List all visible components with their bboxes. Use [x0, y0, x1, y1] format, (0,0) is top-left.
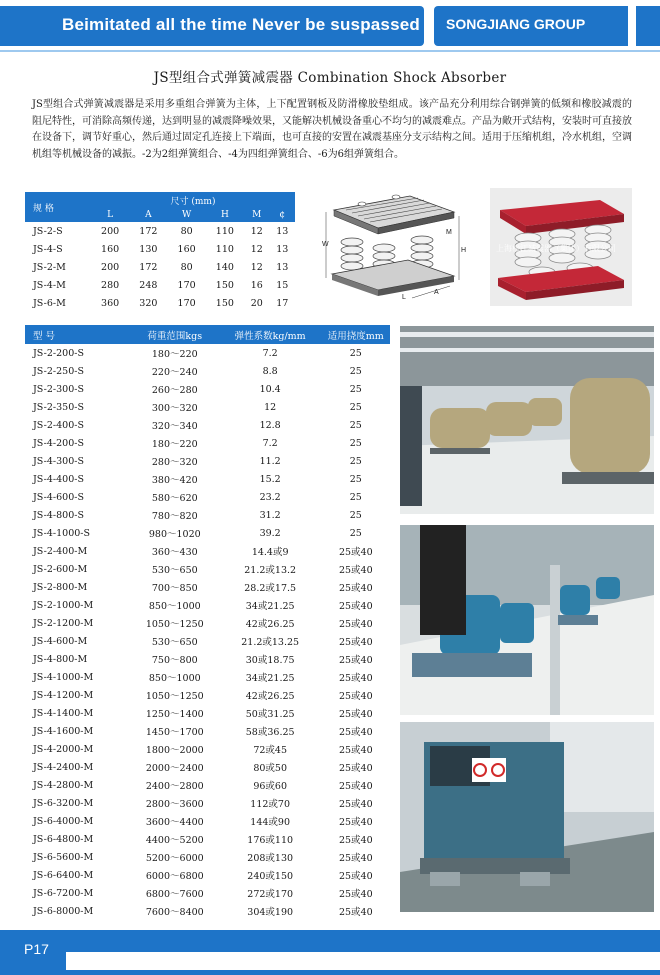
- load-range-cell: 1050～1250: [145, 619, 204, 630]
- table-row: [25, 240, 295, 258]
- deflection-cell: 25或40: [338, 601, 373, 612]
- load-range-cell: 530～650: [151, 637, 198, 648]
- load-range-cell: 1450～1700: [145, 727, 204, 738]
- model-cell: JS-6-8000-M: [33, 905, 94, 917]
- stiffness-cell: 21.2或13.2: [244, 565, 297, 576]
- dimension-cell: 17: [276, 297, 289, 309]
- deflection-cell: 25: [349, 419, 362, 431]
- deflection-cell: 25或40: [338, 583, 373, 594]
- dimension-cell: 160: [101, 243, 120, 255]
- load-range-cell: 2800～3600: [145, 799, 204, 810]
- stiffness-cell: 14.4或9: [251, 547, 289, 558]
- load-table-header-model: 型 号: [33, 330, 56, 342]
- dimension-cell: 160: [177, 243, 196, 255]
- load-range-cell: 300～320: [151, 403, 198, 414]
- dimension-cell: 16: [250, 279, 263, 291]
- stiffness-cell: 208或130: [247, 853, 294, 864]
- deflection-cell: 25: [349, 437, 362, 449]
- installation-photo-chiller-room: [400, 326, 654, 514]
- stiffness-cell: 11.2: [259, 455, 281, 467]
- stiffness-cell: 12.8: [259, 419, 281, 431]
- table-row: [25, 758, 390, 776]
- table-row: [25, 848, 390, 866]
- model-cell: JS-2-600-M: [33, 563, 88, 575]
- table-row: [25, 560, 390, 578]
- stiffness-cell: 23.2: [259, 491, 281, 503]
- dim-label-h: H: [461, 247, 467, 254]
- load-range-cell: 580～620: [151, 493, 198, 504]
- dim-label-l: L: [402, 294, 406, 300]
- dimension-cell: 280: [101, 279, 120, 291]
- table-row: [25, 344, 390, 362]
- dimension-cell: 13: [276, 261, 289, 273]
- deflection-cell: 25: [349, 491, 362, 503]
- load-range-cell: 380～420: [151, 475, 198, 486]
- stiffness-cell: 30或18.75: [245, 655, 295, 666]
- model-cell: JS-4-600-M: [33, 635, 88, 647]
- model-cell: JS-4-1600-M: [33, 725, 94, 737]
- dimension-table-col-header: W: [181, 210, 192, 220]
- installation-photo-fan-unit: [400, 722, 654, 912]
- deflection-cell: 25或40: [338, 655, 373, 666]
- deflection-cell: 25或40: [338, 853, 373, 864]
- dimension-table-model-header: 规 格: [33, 203, 54, 214]
- load-range-cell: 750～800: [151, 655, 198, 666]
- model-cell: JS-6-M: [33, 297, 66, 309]
- dimension-table-col-header: L: [107, 210, 114, 220]
- model-cell: JS-2-250-S: [33, 365, 84, 377]
- dimension-cell: 172: [139, 225, 158, 237]
- load-range-cell: 7600～8400: [145, 907, 204, 918]
- load-range-cell: 2400～2800: [145, 781, 204, 792]
- absorber-diagram: [322, 190, 467, 300]
- load-range-cell: 1050～1250: [145, 691, 204, 702]
- stiffness-cell: 7.2: [262, 437, 278, 449]
- dimension-cell: 172: [139, 261, 158, 273]
- load-table-header-stiffness: 弹性系数kg/mm: [234, 330, 306, 342]
- load-range-cell: 700～850: [151, 583, 198, 594]
- stiffness-cell: 144或90: [250, 817, 291, 828]
- page-number-tab: [10, 932, 66, 967]
- table-row: [25, 258, 295, 276]
- footer-bar: [66, 950, 660, 970]
- stiffness-cell: 176或110: [247, 835, 294, 846]
- model-cell: JS-2-300-S: [33, 383, 84, 395]
- stiffness-cell: 39.2: [259, 527, 281, 539]
- load-range-cell: 6000～6800: [145, 871, 204, 882]
- deflection-cell: 25或40: [338, 889, 373, 900]
- dim-label-a: A: [434, 289, 439, 296]
- stiffness-cell: 28.2或17.5: [244, 583, 297, 594]
- table-row: [25, 434, 390, 452]
- model-cell: JS-4-200-S: [33, 437, 84, 449]
- model-cell: JS-4-800-M: [33, 653, 88, 665]
- dimension-cell: 170: [177, 279, 196, 291]
- stiffness-cell: 34或21.25: [245, 673, 295, 684]
- stiffness-cell: 7.2: [262, 347, 278, 359]
- model-cell: JS-6-7200-M: [33, 887, 94, 899]
- load-range-cell: 1250～1400: [145, 709, 204, 720]
- dimension-cell: 80: [180, 261, 193, 273]
- dimension-cell: 80: [180, 225, 193, 237]
- dimension-table: [25, 192, 295, 312]
- deflection-cell: 25: [349, 455, 362, 467]
- dimension-cell: 248: [139, 279, 158, 291]
- table-row: [25, 398, 390, 416]
- model-cell: JS-2-S: [33, 225, 63, 237]
- deflection-cell: 25或40: [338, 799, 373, 810]
- table-row: [25, 452, 390, 470]
- dimension-table-col-header: M: [252, 210, 262, 220]
- model-cell: JS-2-200-S: [33, 347, 84, 359]
- model-cell: JS-4-800-S: [33, 509, 84, 521]
- table-row: [25, 222, 295, 240]
- table-row: [25, 722, 390, 740]
- deflection-cell: 25或40: [338, 619, 373, 630]
- table-row: [25, 632, 390, 650]
- table-row: [25, 524, 390, 542]
- brand-name: SONGJIANG GROUP: [446, 16, 586, 32]
- stiffness-cell: 10.4: [259, 383, 281, 395]
- load-range-cell: 850～1000: [148, 601, 201, 612]
- load-range-cell: 3600～4400: [145, 817, 204, 828]
- dim-label-m: M: [446, 229, 452, 236]
- brand-banner: [434, 6, 628, 46]
- table-row: [25, 650, 390, 668]
- load-range-cell: 4400～5200: [145, 835, 204, 846]
- table-row: [25, 416, 390, 434]
- table-row: [25, 794, 390, 812]
- deflection-cell: 25: [349, 383, 362, 395]
- model-cell: JS-4-1000-M: [33, 671, 94, 683]
- stiffness-cell: 8.8: [262, 365, 278, 377]
- intro-paragraph: JS型组合式弹簧减震器是采用多重组合弹簧为主体，上下配置钢板及防滑橡胶垫组成。该产品充分利用综合钢弹簧的低频和橡胶减震的阻尼特性，可消除高频传递，达到明显的减震降噪效果，又能解决机械设备重心不均匀的减震难点。产品为敞开式结构，安装时可直接放在设备下，调节好重心，然后通过固定孔连接上下端面，也可直接的安置在减震基座分支示结构之间。适用于压缩机组，冷水机组，空调机组等机械设备的减振。-2为2组弹簧组合、-4为四组弹簧组合、-6为6组弹簧组合。: [32, 99, 632, 160]
- deflection-cell: 25或40: [338, 709, 373, 720]
- model-cell: JS-2-1000-M: [33, 599, 94, 611]
- load-range-cell: 2000～2400: [145, 763, 204, 774]
- deflection-cell: 25或40: [338, 673, 373, 684]
- model-cell: JS-6-4800-M: [33, 833, 94, 845]
- stiffness-cell: 80或50: [253, 763, 287, 774]
- load-range-cell: 180～220: [151, 349, 198, 360]
- dimension-table-col-header: ¢: [279, 210, 286, 220]
- table-row: [25, 362, 390, 380]
- model-cell: JS-4-600-S: [33, 491, 84, 503]
- deflection-cell: 25或40: [338, 547, 373, 558]
- table-row: [25, 470, 390, 488]
- dimension-cell: 150: [215, 279, 234, 291]
- dimension-table-col-header: A: [145, 210, 152, 220]
- model-cell: JS-6-4000-M: [33, 815, 94, 827]
- dimension-cell: 110: [215, 225, 234, 237]
- model-cell: JS-6-5600-M: [33, 851, 94, 863]
- deflection-cell: 25或40: [338, 835, 373, 846]
- load-range-cell: 180～220: [151, 439, 198, 450]
- model-cell: JS-2-400-S: [33, 419, 84, 431]
- table-row: [25, 776, 390, 794]
- header-divider: [0, 50, 660, 52]
- photo-watermark: 上海松江减震器（集团）有限公司: [496, 244, 616, 253]
- deflection-cell: 25: [349, 509, 362, 521]
- table-row: [25, 488, 390, 506]
- table-row: [25, 830, 390, 848]
- model-cell: JS-4-300-S: [33, 455, 84, 467]
- stiffness-cell: 12: [264, 401, 277, 413]
- stiffness-cell: 15.2: [259, 473, 281, 485]
- deflection-cell: 25: [349, 401, 362, 413]
- product-photo: [490, 188, 632, 306]
- load-range-cell: 220～240: [151, 367, 198, 378]
- dimension-cell: 130: [139, 243, 158, 255]
- model-cell: JS-4-M: [33, 279, 66, 291]
- load-range-cell: 5200～6000: [145, 853, 204, 864]
- model-cell: JS-2-M: [33, 261, 66, 273]
- deflection-cell: 25或40: [338, 637, 373, 648]
- stiffness-cell: 31.2: [259, 509, 281, 521]
- model-cell: JS-2-800-M: [33, 581, 88, 593]
- table-row: [25, 578, 390, 596]
- dimension-cell: 13: [276, 243, 289, 255]
- table-row: [25, 668, 390, 686]
- load-range-cell: 360～430: [151, 547, 198, 558]
- dimension-cell: 110: [215, 243, 234, 255]
- stiffness-cell: 272或170: [247, 889, 294, 900]
- installation-photo-pump-row: [400, 525, 654, 715]
- model-cell: JS-6-3200-M: [33, 797, 94, 809]
- deflection-cell: 25: [349, 473, 362, 485]
- dimension-table-col-header: H: [220, 210, 229, 220]
- load-range-cell: 6800～7600: [145, 889, 204, 900]
- model-cell: JS-4-1000-S: [33, 527, 91, 539]
- dimension-cell: 360: [101, 297, 120, 309]
- dimension-cell: 15: [276, 279, 289, 291]
- slogan-banner: [0, 6, 424, 46]
- deflection-cell: 25或40: [338, 691, 373, 702]
- model-cell: JS-2-400-M: [33, 545, 88, 557]
- stiffness-cell: 240或150: [247, 871, 294, 882]
- dimension-cell: 13: [276, 225, 289, 237]
- table-row: [25, 704, 390, 722]
- model-cell: JS-2-1200-M: [33, 617, 94, 629]
- load-range-cell: 980～1020: [148, 529, 201, 540]
- stiffness-cell: 58或36.25: [245, 727, 295, 738]
- load-table-header-load: 荷重范围kgs: [147, 330, 203, 342]
- deflection-cell: 25或40: [338, 745, 373, 756]
- stiffness-cell: 96或60: [253, 781, 287, 792]
- table-row: [25, 542, 390, 560]
- table-row: [25, 380, 390, 398]
- table-row: [25, 276, 295, 294]
- load-table-header-deflection: 适用挠度mm: [327, 330, 384, 342]
- load-range-cell: 780～820: [151, 511, 198, 522]
- dimension-cell: 320: [139, 297, 158, 309]
- load-range-cell: 530～650: [151, 565, 198, 576]
- table-row: [25, 740, 390, 758]
- page-title: JS型组合式弹簧减震器 Combination Shock Absorber: [153, 70, 507, 86]
- stiffness-cell: 42或26.25: [245, 619, 295, 630]
- dimension-cell: 200: [101, 225, 120, 237]
- deflection-cell: 25: [349, 347, 362, 359]
- model-cell: JS-4-400-S: [33, 473, 84, 485]
- top-plate: [334, 195, 454, 234]
- stiffness-cell: 72或45: [253, 745, 287, 756]
- deflection-cell: 25或40: [338, 565, 373, 576]
- model-cell: JS-4-2000-M: [33, 743, 94, 755]
- model-cell: JS-6-6400-M: [33, 869, 94, 881]
- stiffness-cell: 34或21.25: [245, 601, 295, 612]
- table-row: [25, 902, 390, 920]
- dimension-cell: 12: [250, 243, 263, 255]
- stiffness-cell: 21.2或13.25: [241, 637, 300, 648]
- deflection-cell: 25或40: [338, 781, 373, 792]
- dimension-cell: 12: [250, 225, 263, 237]
- table-row: [25, 884, 390, 902]
- table-row: [25, 686, 390, 704]
- dimension-cell: 200: [101, 261, 120, 273]
- model-cell: JS-2-350-S: [33, 401, 84, 413]
- table-row: [25, 866, 390, 884]
- table-row: [25, 812, 390, 830]
- stiffness-cell: 42或26.25: [245, 691, 295, 702]
- dim-label-w: W: [322, 241, 329, 248]
- deflection-cell: 25: [349, 365, 362, 377]
- dimension-cell: 150: [215, 297, 234, 309]
- slogan-text: Beimitated all the time Never be suspassed: [62, 15, 420, 34]
- stiffness-cell: 50或31.25: [245, 709, 295, 720]
- table-row: [25, 506, 390, 524]
- load-range-cell: 850～1000: [148, 673, 201, 684]
- table-row: [25, 596, 390, 614]
- model-cell: JS-4-2400-M: [33, 761, 94, 773]
- stiffness-cell: 304或190: [247, 907, 294, 918]
- deflection-cell: 25或40: [338, 763, 373, 774]
- deflection-cell: 25: [349, 527, 362, 539]
- dimension-table-group-header: 尺寸 (mm): [170, 196, 216, 207]
- load-table: [25, 325, 390, 920]
- deflection-cell: 25或40: [338, 727, 373, 738]
- page-number: P17: [24, 941, 49, 957]
- dimension-cell: 12: [250, 261, 263, 273]
- dimension-cell: 170: [177, 297, 196, 309]
- load-range-cell: 1800～2000: [145, 745, 204, 756]
- table-row: [25, 294, 295, 312]
- deflection-cell: 25或40: [338, 871, 373, 882]
- model-cell: JS-4-S: [33, 243, 63, 255]
- load-range-cell: 260～280: [151, 385, 198, 396]
- load-range-cell: 320～340: [151, 421, 198, 432]
- load-range-cell: 280～320: [151, 457, 198, 468]
- dimension-cell: 140: [215, 261, 234, 273]
- model-cell: JS-4-1400-M: [33, 707, 94, 719]
- stiffness-cell: 112或70: [250, 799, 291, 810]
- table-row: [25, 614, 390, 632]
- dimension-cell: 20: [250, 297, 263, 309]
- model-cell: JS-4-2800-M: [33, 779, 94, 791]
- model-cell: JS-4-1200-M: [33, 689, 94, 701]
- deflection-cell: 25或40: [338, 907, 373, 918]
- deflection-cell: 25或40: [338, 817, 373, 828]
- header-edge-block: [636, 6, 660, 46]
